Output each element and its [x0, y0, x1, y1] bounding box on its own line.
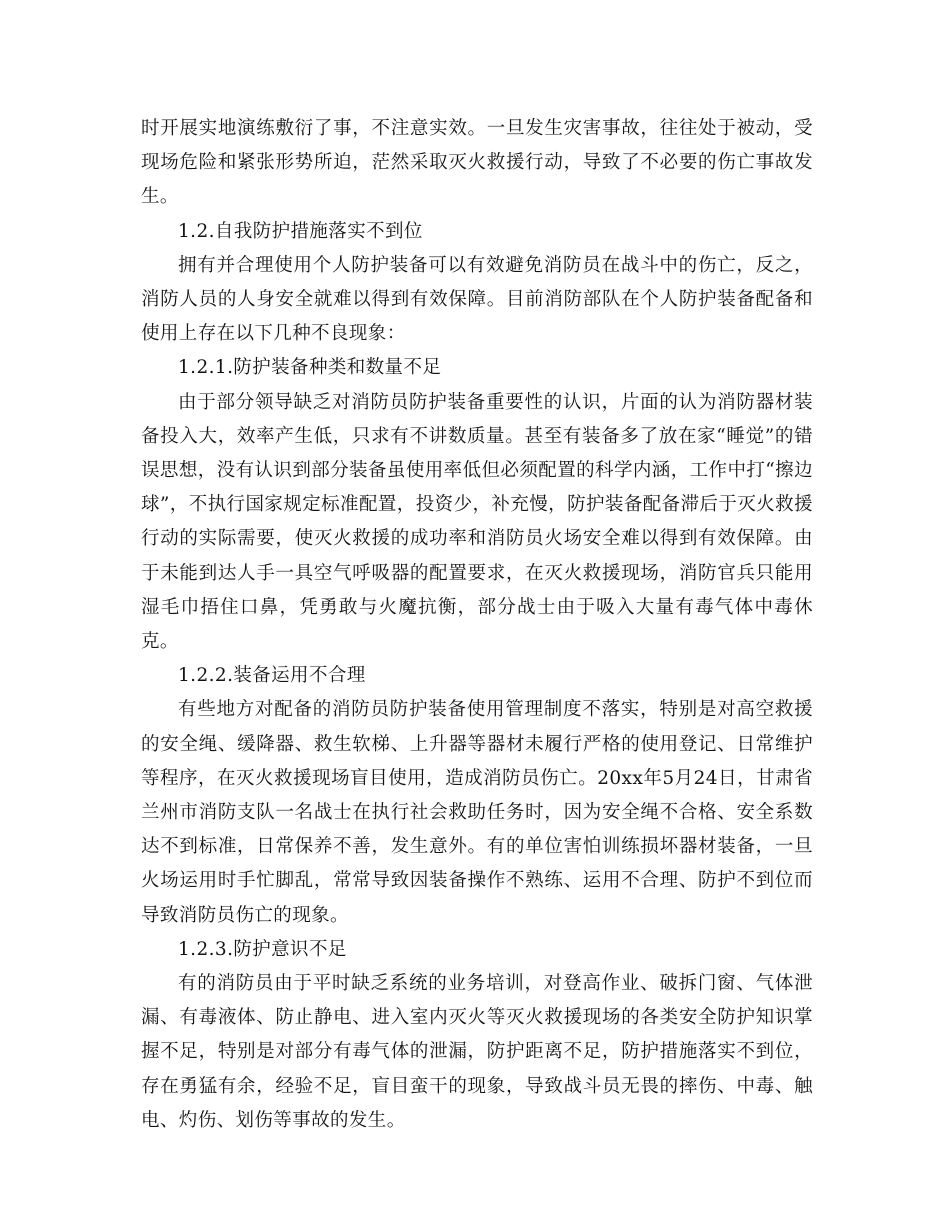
paragraph-equipment-shortage: 由于部分领导缺乏对消防员防护装备重要性的认识，片面的认为消防器材装备投入大，效率产生低，只求有不讲数质量。甚至有装备多了放在家“睡觉”的错误思想，没有认识到部分装备虽使用率低但必须配置的科学内涵，工作中打“擦边球”，不执行国家规定标准配置，投资少，补充慢，防护装备配备滞后于灭火救援行动的实际需要，使灭火救援的成功率和消防员火场安全难以得到有效保障。由于未能到达人手一具空气呼吸器的配置要求，在灭火救援现场，消防官兵只能用湿毛巾捂住口鼻，凭勇敢与火魔抗衡，部分战士由于吸入大量有毒气体中毒休克。 — [141, 391, 813, 653]
section-heading-1-2: 1.2.自我防护措施落实不到位 — [178, 220, 423, 242]
paragraph-awareness: 有的消防员由于平时缺乏系统的业务培训，对登高作业、破拆门窗、气体泄漏、有毒液体、防止静电、进入室内灭火等灭火救援现场的各类安全防护知识掌握不足，特别是对部分有毒气体的泄漏，防护距离不足，防护措施落实不到位，存在勇猛有余，经验不足，盲目蛮干的现象，导致战斗员无畏的摔伤、中毒、触电、灼伤、划伤等事故的发生。 — [141, 973, 813, 1131]
paragraph-intro: 拥有并合理使用个人防护装备可以有效避免消防员在战斗中的伤亡，反之，消防人员的人身安全就难以得到有效保障。目前消防部队在个人防护装备配备和使用上存在以下几种不良现象： — [141, 254, 813, 345]
paragraph-continuation: 时开展实地演练敷衍了事，不注意实效。一旦发生灾害事故，往往处于被动，受现场危险和紧张形势所迫，茫然采取灭火救援行动，导致了不必要的伤亡事故发生。 — [141, 118, 813, 208]
section-heading-1-2-3: 1.2.3.防护意识不足 — [178, 938, 347, 960]
section-heading-1-2-2: 1.2.2.装备运用不合理 — [178, 665, 366, 687]
document-page — [141, 112, 813, 1138]
paragraph-equipment-misuse: 有些地方对配备的消防员防护装备使用管理制度不落实，特别是对高空救援的安全绳、缓降器、救生软梯、上升器等器材未履行严格的使用登记、日常维护等程序，在灭火救援现场盲目使用，造成消防员伤亡。20xx年5月24日，甘肃省兰州市消防支队一名战士在执行社会救助任务时，因为安全绳不合格、安全系数达不到标准，日常保养不善，发生意外。有的单位害怕训练损坏器材装备，一旦火场运用时手忙脚乱，常常导致因装备操作不熟练、运用不合理、防护不到位而导致消防员伤亡的现象。 — [141, 699, 813, 926]
section-heading-1-2-1: 1.2.1.防护装备种类和数量不足 — [178, 357, 442, 379]
